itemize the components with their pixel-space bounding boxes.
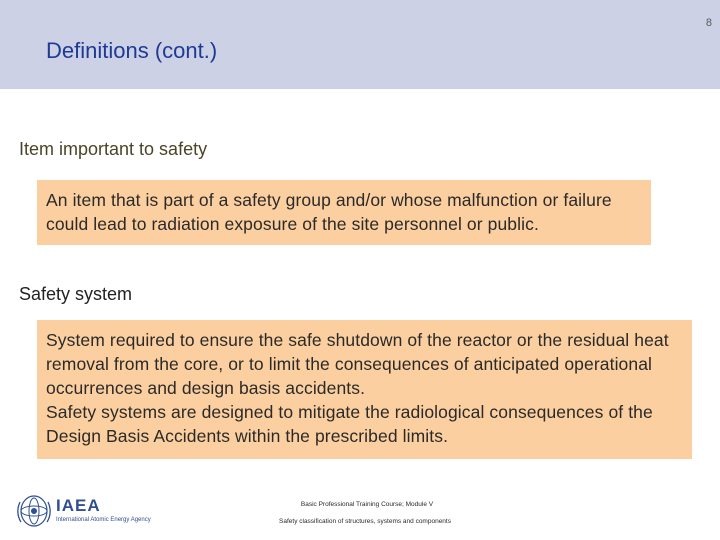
definition-text-line-1: System required to ensure the safe shutdown of the reactor or the residual heat removal from the core, or to limit the consequences of anticipated operational occurrences and design basis accidents. (46, 330, 669, 398)
definition-box-safety-system (37, 320, 692, 459)
footer-course: Basic Professional Training Course; Module V (300, 501, 434, 508)
page-title: Definitions (cont.) (46, 38, 218, 63)
page-number: 8 (705, 17, 712, 29)
slide-header (0, 0, 720, 89)
definition-box-item-important (37, 180, 651, 245)
footer-topic: Safety classification of structures, systems and components (279, 518, 451, 525)
definition-text: An item that is part of a safety group and/or whose malfunction or failure could lead to radiation exposure of the site personnel or public. (46, 190, 612, 234)
definition-term-safety-system: Safety system (19, 284, 133, 304)
logo-name: IAEA (56, 496, 101, 515)
logo-subtitle: International Atomic Energy Agency (56, 517, 151, 523)
definition-text-line-2: Safety systems are designed to mitigate the radiological consequences of the Design Basis Accidents within the prescribed limits. (46, 402, 653, 446)
definition-term-item-important: Item important to safety (19, 139, 208, 159)
